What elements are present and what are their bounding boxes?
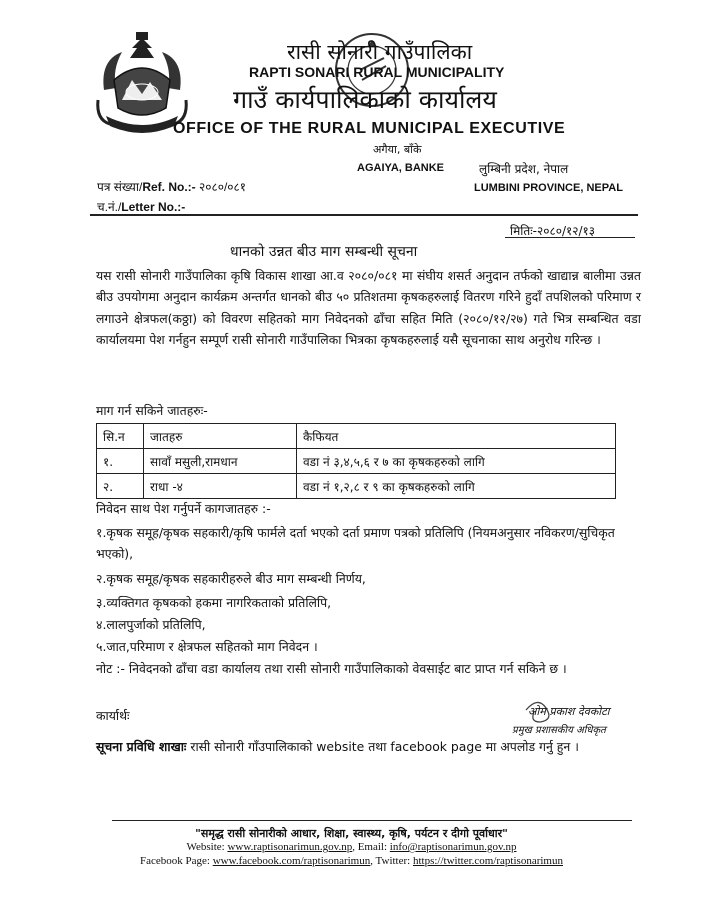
document-item: ४.लालपुर्जाको प्रतिलिपि, (96, 617, 206, 632)
website-link[interactable]: www.raptisonarimun.gov.np (227, 841, 353, 853)
municipality-name-en: RAPTI SONARI RURAL MUNICIPALITY (249, 64, 505, 80)
table-header-cell: कैफियत (297, 424, 616, 449)
document-item: १.कृषक समूह/कृषक सहकारी/कृषि फार्मले दर्ता भएको दर्ता प्रमाण पत्रको प्रतिलिपि (नियमअनुसार नविकरण/सुचिकृत भएको), (96, 525, 615, 561)
header-divider (90, 214, 638, 216)
document-item: ५.जात,परिमाण र क्षेत्रफल सहितको माग निवेदन । (96, 639, 318, 654)
table-header-cell: सि.न (97, 424, 144, 449)
footer-contact-line-2 (0, 855, 703, 867)
ref-number (97, 178, 246, 195)
ref-label-en: Ref. No.:- (142, 180, 196, 194)
signatory-name: ओम प्रकाश देवकोटा (528, 705, 610, 718)
email-label: , Email: (352, 841, 390, 853)
table-cell: वडा नं ३,४,५,६ र ७ का कृषकहरुको लागि (297, 449, 616, 474)
notice-date: मितिः-२०८०/१२/१३ (510, 224, 595, 238)
notice-body: यस रासी सोनारी गाउँपालिका कृषि विकास शाखा आ.व २०८०/०८१ मा संघीय शसर्त अनुदान तर्फको खाद्यान्न बालीमा उन्नत बीउ उपयोगमा अनुदान कार्यक्रम अन्तर्गत धानको बीउ ५० प्रतिशतमा कृषकहरुलाई वितरण गरिने हुदाँ तपशिलको परिमाण र लगाउने क्षेत्रफल(कठ्ठा) को विवरण सहितको माग निवेदनको ढाँचा सहित मिति (२०८०/१२/२७) गते भित्र सम्बन्धित वडा कार्यालयमा पेश गर्नहुन सम्पूर्ण रासी सोनारी गाउँपालिका भित्रका कृषकहरुलाई यसै सूचनाका साथ अनुरोध गरिन्छ । (96, 268, 641, 348)
twitter-label: , Twitter: (370, 855, 413, 867)
note-text: नोट :- निवेदनको ढाँचा वडा कार्यालय तथा रासी सोनारी गाउँपालिकाको वेवसाईट बाट प्राप्त गर्न सकिने छ । (96, 661, 567, 676)
office-name-np: गाउँ कार्यपालिकाको कार्यालय (233, 85, 497, 114)
action-label: कार्यार्थः (96, 708, 130, 723)
office-name-en: OFFICE OF THE RURAL MUNICIPAL EXECUTIVE (173, 120, 566, 137)
document-item: २.कृषक समूह/कृषक सहकारीहरुले बीउ माग सम्बन्धी निर्णय, (96, 571, 366, 586)
address-np: अगैया, बाँके (373, 143, 422, 156)
municipality-name-np: रासी सोनारी गाउँपालिका (287, 40, 473, 64)
it-notice (96, 736, 641, 757)
footer-divider (112, 820, 632, 821)
ref-value: २०८०/०८१ (198, 180, 246, 194)
website-label: Website: (186, 841, 228, 853)
table-row (97, 474, 616, 499)
table-row (97, 449, 616, 474)
table-header-cell: जातहरु (144, 424, 297, 449)
table-cell: वडा नं १,२,८ र ९ का कृषकहरुको लागि (297, 474, 616, 499)
notice-subject: धानको उन्नत बीउ माग सम्बन्धी सूचना (230, 244, 418, 260)
province-np: लुम्बिनी प्रदेश, नेपाल (479, 162, 569, 176)
letter-label-en: Letter No.:- (121, 200, 186, 214)
document-item: ३.व्यक्तिगत कृषकको हकमा नागरिकताको प्रतिलिपि, (96, 595, 332, 610)
footer-slogan: "समृद्ध रासी सोनारीको आधार, शिक्षा, स्वास्थ्य, कृषि, पर्यटन र दीगो पूर्वाधार" (195, 827, 508, 840)
documents-label: निवेदन साथ पेश गर्नुपर्ने कागजातहरु :- (96, 501, 271, 516)
facebook-label: Facebook Page: (140, 855, 213, 867)
letter-label-np: च.नं./ (97, 200, 122, 214)
ref-label-np: पत्र संख्या/ (97, 180, 143, 194)
table-cell: २. (97, 474, 144, 499)
facebook-link[interactable]: www.facebook.com/raptisonarimun (212, 855, 371, 867)
date-underline (505, 237, 635, 238)
it-notice-label: सूचना प्रविधि शाखाः (96, 739, 187, 754)
signatory-title: प्रमुख प्रशासकीय अधिकृत (512, 725, 606, 736)
address-en: AGAIYA, BANKE (357, 162, 444, 174)
twitter-link[interactable]: https://twitter.com/raptisonarimun (412, 855, 563, 867)
it-notice-text: रासी सोनारी गाँउपालिकाको website तथा facebook page मा अपलोड गर्नु हुन । (190, 739, 579, 754)
email-link[interactable]: info@raptisonarimun.gov.np (389, 841, 517, 853)
letter-number (97, 198, 185, 215)
varieties-label: माग गर्न सकिने जातहरुः- (96, 403, 208, 418)
table-cell: सावाँ मसुली,रामधान (144, 449, 297, 474)
table-header-row (97, 424, 616, 449)
province-en: LUMBINI PROVINCE, NEPAL (474, 182, 623, 194)
varieties-table (96, 423, 616, 499)
footer-contact-line-1 (0, 841, 703, 853)
table-cell: राधा -४ (144, 474, 297, 499)
table-cell: १. (97, 449, 144, 474)
